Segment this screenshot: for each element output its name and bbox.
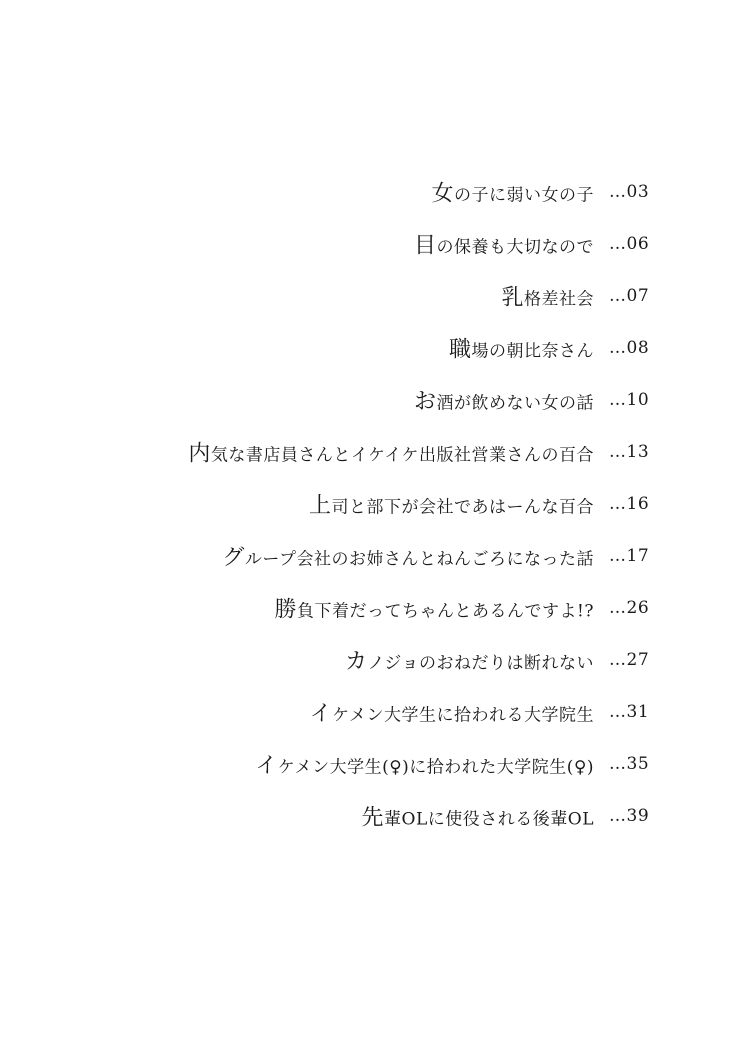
toc-entry-page-number: …10 [609,390,650,410]
toc-entry-initial: 上 [308,493,332,519]
toc-entry-page-number: …13 [609,442,650,462]
toc-entry-title-rest: ノジョのおねだりは断れない [367,653,594,674]
toc-entry-title [309,489,594,520]
toc-entry-title [414,229,594,260]
toc-entry-title-rest: ループ会社のお姉さんとねんごろになった話 [244,549,594,570]
toc-entry-initial: カ [345,649,368,675]
toc-entry-initial: グ [222,545,245,571]
toc-entry-page-number: …31 [609,702,650,722]
toc-entry [0,478,734,530]
toc-entry-page-number: …16 [609,494,650,514]
toc-entry-title-rest: 負下着だってちゃんとあるんですよ!? [297,601,594,622]
toc-entry [0,582,734,634]
toc-entry-page-number: …03 [609,182,650,202]
toc-entry-initial: 勝 [274,597,298,623]
toc-entry-page-number: …07 [609,286,650,306]
toc-entry-title-rest: の子に弱い女の子 [454,185,594,206]
toc-entry-title [501,281,594,312]
toc-entry [0,790,734,842]
toc-entry-initial: イ [309,701,333,727]
toc-entry-title [255,749,594,780]
toc-entry-title-rest: 格差社会 [524,289,594,310]
toc-entry-title [362,801,594,832]
toc-entry-initial: 女 [431,181,454,207]
toc-entry-initial: お [413,389,437,415]
toc-entry-page-number: …27 [609,650,650,670]
toc-entry [0,426,734,478]
toc-entry [0,374,734,426]
toc-entry-title-rest: 酒が飲めない女の話 [436,393,594,414]
toc-entry-initial: 先 [361,805,385,831]
toc-entry-title-rest: ケメン大学生(♀)に拾われた大学院生(♀) [277,757,594,778]
toc-entry-title-rest: 気な書店員さんとイケイケ出版社営業さんの百合 [210,445,594,466]
toc-entry-page-number: …08 [609,338,650,358]
toc-entry-initial: 乳 [501,285,524,311]
toc-entry [0,218,734,270]
toc-entry-title [188,437,594,468]
toc-entry-title [449,333,594,364]
toc-entry-title-rest: 場の朝比奈さん [471,341,594,362]
toc-entry [0,634,734,686]
toc-entry-title-rest: 輩OLに使役される後輩OL [384,809,594,830]
toc-entry-title [431,177,594,208]
toc-entry [0,738,734,790]
toc-entry-page-number: …35 [609,754,650,774]
toc-entry-title [310,697,594,728]
toc-entry-title [222,541,594,572]
toc-entry-page-number: …26 [609,598,650,618]
toc-entry [0,166,734,218]
toc-entry [0,530,734,582]
toc-entry-title [345,645,594,676]
toc-entry-title [275,593,594,624]
toc-entry-title [414,385,594,416]
table-of-contents [0,166,734,842]
toc-entry [0,686,734,738]
toc-entry-title-rest: 司と部下が会社であはーんな百合 [331,497,594,518]
toc-entry-page-number: …39 [609,806,650,826]
toc-entry-initial: 内 [188,441,211,467]
toc-entry-page-number: …06 [609,234,650,254]
toc-entry-title-rest: ケメン大学生に拾われる大学院生 [332,705,594,726]
toc-entry [0,270,734,322]
toc-entry-initial: イ [255,753,278,779]
toc-entry-initial: 職 [448,337,472,363]
toc-entry-initial: 目 [413,233,437,259]
toc-entry-title-rest: の保養も大切なので [436,237,594,258]
toc-entry-page-number: …17 [609,546,650,566]
toc-entry [0,322,734,374]
